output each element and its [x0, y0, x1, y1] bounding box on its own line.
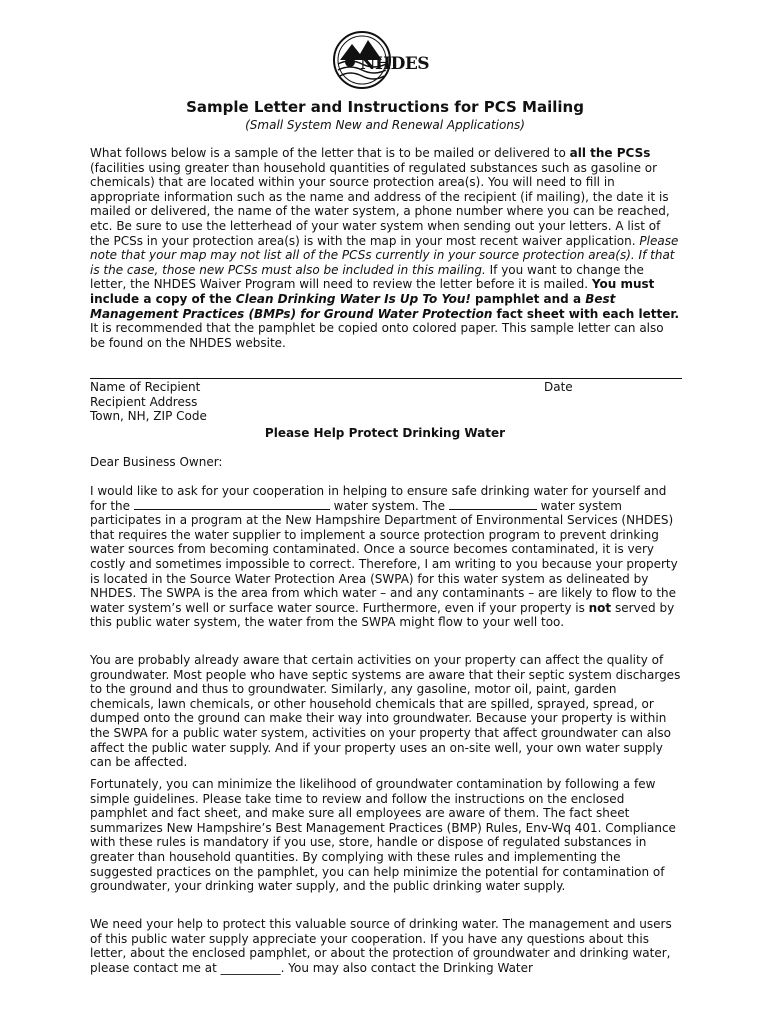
- page-title: Sample Letter and Instructions for PCS Mailing: [186, 98, 584, 116]
- intro-text-1: What follows below is a sample of the letter that is to be mailed or delivered to: [90, 146, 570, 160]
- divider-line: [90, 378, 682, 379]
- nhdes-logo: [330, 30, 434, 94]
- intro-text-4: It is recommended that the pamphlet be copied onto colored paper. This sample letter can also be found on the NHDES website.: [90, 321, 664, 350]
- para1-text-c: water system participates in a program at the New Hampshire Department of Environmental Services (NHDES) that requires the water supplier to implement a source protection program to prevent drinking water sources from becoming contaminated. Once a source becomes contaminated, it is very costly and sometimes impossible to correct. Therefore, I am writing to you because your property is located in the Source Water Protection Area (SWPA) for this water system as delineated by NHDES. The SWPA is the area from which water – and any contaminants – are likely to flow to the water system’s well or surface water source. Furthermore, even if your property is: [90, 498, 678, 615]
- intro-paragraph: [90, 146, 682, 350]
- letter-paragraph-1: [90, 484, 682, 630]
- intro-bold-1: all the PCSs: [569, 146, 651, 160]
- intro-bold-a: You must include a copy of the: [90, 277, 655, 306]
- intro-bold-c: fact sheet with each letter.: [492, 306, 680, 321]
- letter-paragraph-3: Fortunately, you can minimize the likelihood of groundwater contamination by following a few simple guidelines. Please take time to review and follow the instructions on the enclosed pamphlet and fact sheet, and make sure all employees are aware of them. The fact sheet summarizes New Hampshire’s Best Management Practices (BMP) Rules, Env-Wq 401. Compliance with these rules is mandatory if you use, store, handle or dispose of regulated substances in greater than household quantities. By complying with these rules and implementing the suggested practices on the pamphlet, you can help minimize the potential for contamination of groundwater, your drinking water supply, and the public drinking water supply.: [90, 777, 676, 894]
- date-label: Date: [544, 380, 573, 394]
- letter-paragraph-4: [90, 917, 682, 975]
- para1-text-b: water system. The: [329, 498, 449, 513]
- para1-bold-not: not: [588, 600, 612, 615]
- letter-paragraph-2: You are probably already aware that certain activities on your property can affect the quality of groundwater. Most people who have septic systems are aware that their septic system discharges to the ground and thus to groundwater. Similarly, any gasoline, motor oil, paint, garden chemicals, lawn chemicals, or other household chemicals that are spilled, sprayed, spread, or dumped onto the ground can make their way into groundwater. Because your property is within the SWPA for a public water system, activities on your property that affect groundwater can also affect the public water supply. And if your property uses an on-site well, your own water supply can be affected.: [90, 653, 681, 770]
- page-subtitle: (Small System New and Renewal Applications): [245, 118, 525, 132]
- recipient-address: [90, 380, 207, 424]
- para4-text-a: We need your help to protect this valuable source of drinking water. The management and users of this public water supply appreciate your cooperation. If you have any questions about this letter, about the enclosed pamphlet, or about the protection of groundwater and drinking water, please contact me at: [90, 917, 672, 975]
- recipient-name: Name of Recipient: [90, 380, 201, 394]
- intro-factsheet-name: Best Management Practices (BMPs) for Ground Water Protection: [90, 291, 616, 321]
- contact-phone-blank: __________: [220, 960, 281, 975]
- recipient-street: Recipient Address: [90, 394, 198, 409]
- letter-title: Please Help Protect Drinking Water: [264, 426, 506, 440]
- para4-text-b: . You may also contact the Drinking Water: [280, 960, 533, 975]
- intro-pamphlet-name: Clean Drinking Water Is Up To You!: [235, 291, 471, 306]
- para1-text-d: served by this public water system, the water from the SWPA might flow to your well too.: [90, 600, 675, 630]
- logo-text: NHDES: [360, 54, 430, 74]
- water-system-blank-2: [449, 499, 537, 510]
- intro-text-2: (facilities using greater than household quantities of regulated substances such as gasoline or chemicals) that are located within your source protection area(s). You will need to fill in appropriate information such as the name and address of the recipient (if mailing), the date it is mailed or delivered, the name of the water system, a phone number where you can be reached, etc. Be sure to use the letterhead of your water system when sending out your letters. A list of the PCSs in your protection area(s) is with the map in your most recent waiver application.: [90, 160, 670, 248]
- water-system-blank-1: [134, 499, 330, 510]
- para1-text-a: I would like to ask for your cooperation in helping to ensure safe drinking water for yourself and for the: [90, 484, 667, 513]
- intro-bold-b: pamphlet and a: [470, 291, 586, 306]
- salutation: Dear Business Owner:: [90, 455, 223, 469]
- intro-italic-note: Please note that your map may not list all of the PCSs currently in your source protection area(s). If that is the case, those new PCSs must also be included in this mailing.: [90, 233, 679, 277]
- intro-text-3: If you want to change the letter, the NHDES Waiver Program will need to review the letter before it is mailed.: [90, 262, 644, 292]
- recipient-town: Town, NH, ZIP Code: [90, 409, 207, 424]
